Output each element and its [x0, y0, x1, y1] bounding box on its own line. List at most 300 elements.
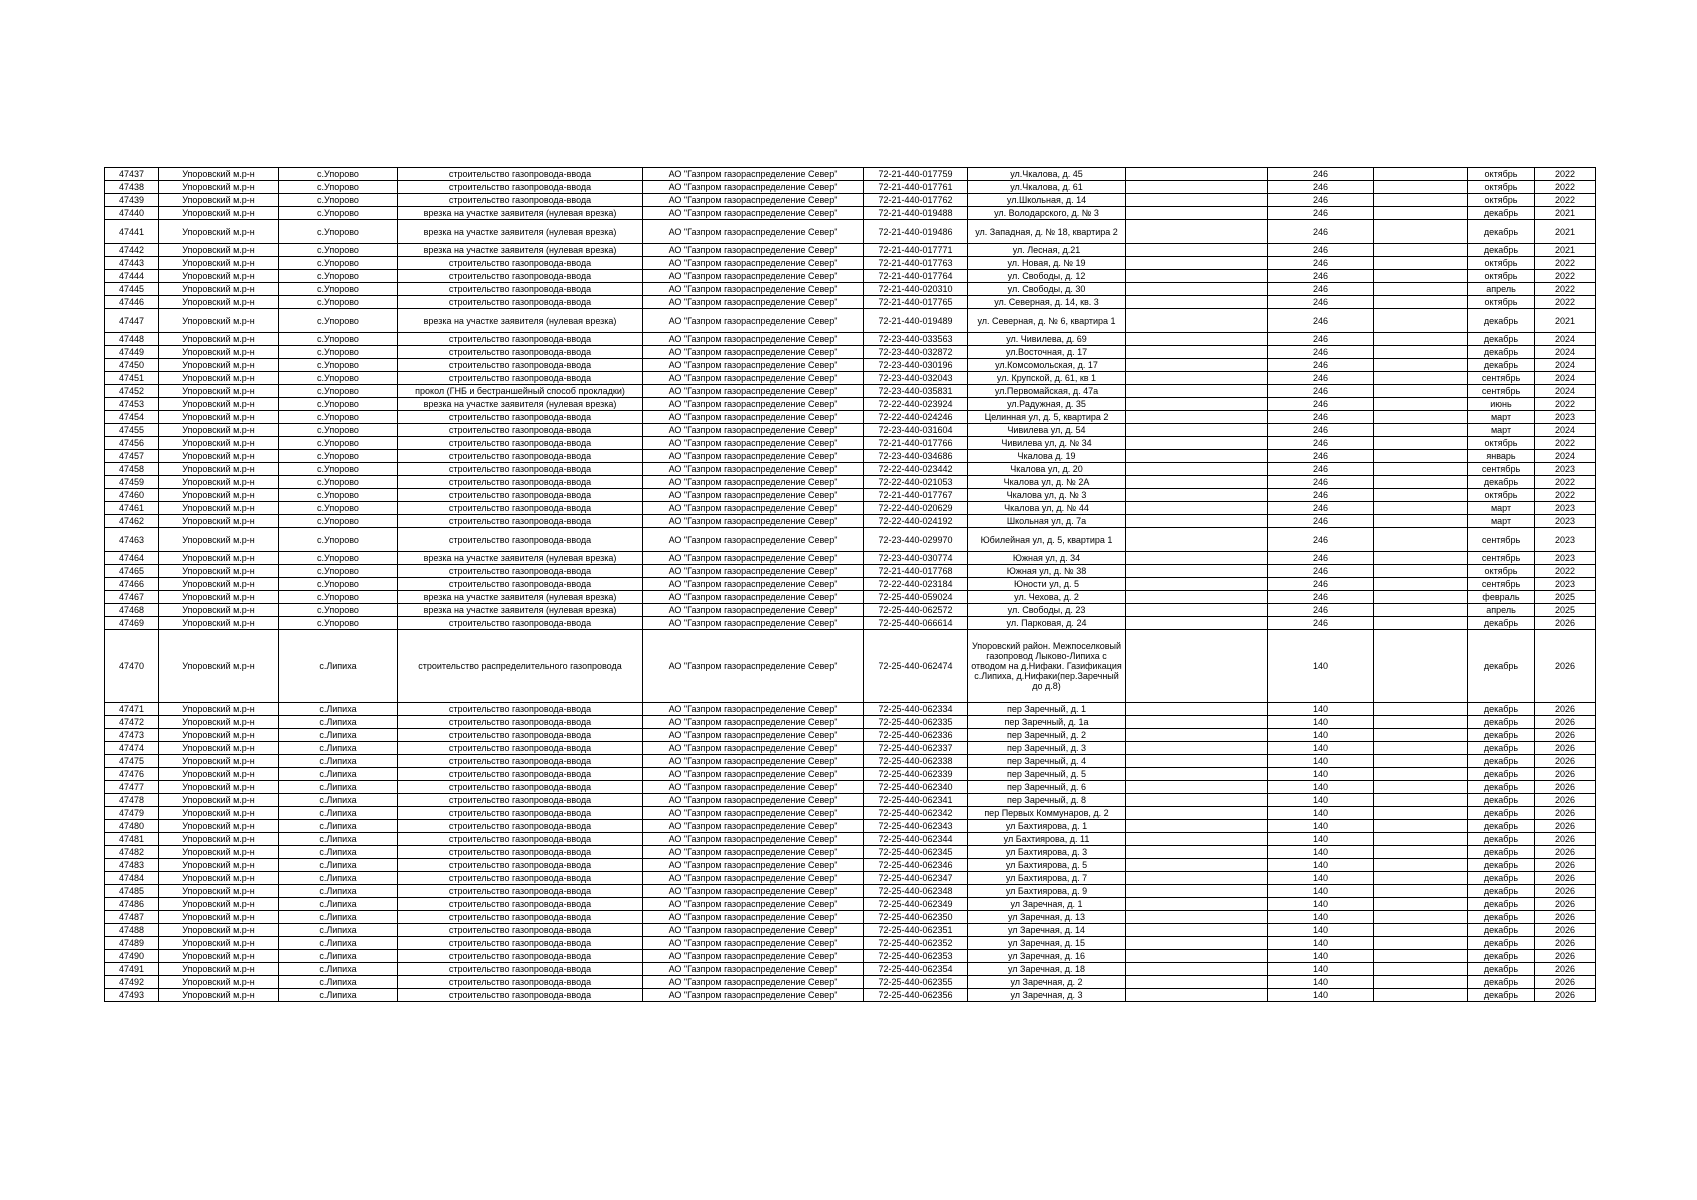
cell-empty-column-b [1374, 296, 1468, 309]
cell-settlement: с.Липиха [279, 716, 398, 729]
table-row [105, 552, 1596, 565]
cell-work-type: строительство газопровода-ввода [398, 781, 643, 794]
cell-organization: АО "Газпром газораспределение Север" [643, 333, 864, 346]
cell-organization: АО "Газпром газораспределение Север" [643, 578, 864, 591]
cell-work-type: строительство газопровода-ввода [398, 742, 643, 755]
cell-settlement: с.Упорово [279, 411, 398, 424]
cell-capacity: 140 [1268, 976, 1374, 989]
cell-year: 2026 [1535, 794, 1596, 807]
cell-month: сентябрь [1468, 578, 1535, 591]
cell-address: ул. Новая, д. № 19 [968, 257, 1126, 270]
cell-settlement: с.Липиха [279, 937, 398, 950]
cell-empty-column-a [1126, 515, 1268, 528]
cell-row-number: 47483 [105, 859, 159, 872]
cell-address: ул Заречная, д. 14 [968, 924, 1126, 937]
table-row [105, 489, 1596, 502]
cell-empty-column-b [1374, 411, 1468, 424]
cell-month: декабрь [1468, 309, 1535, 333]
cell-empty-column-a [1126, 846, 1268, 859]
cell-month: декабрь [1468, 794, 1535, 807]
cell-empty-column-a [1126, 872, 1268, 885]
cell-row-number: 47460 [105, 489, 159, 502]
cell-row-number: 47450 [105, 359, 159, 372]
table-row [105, 372, 1596, 385]
cell-capacity: 246 [1268, 398, 1374, 411]
cell-row-number: 47478 [105, 794, 159, 807]
cell-empty-column-a [1126, 385, 1268, 398]
cell-organization: АО "Газпром газораспределение Север" [643, 617, 864, 630]
cell-empty-column-b [1374, 502, 1468, 515]
cell-work-type: врезка на участке заявителя (нулевая врезка) [398, 309, 643, 333]
cell-address: ул.Радужная, д. 35 [968, 398, 1126, 411]
cell-year: 2022 [1535, 565, 1596, 578]
cell-request-number: 72-25-440-062344 [864, 833, 968, 846]
cell-row-number: 47438 [105, 181, 159, 194]
cell-request-number: 72-22-440-023924 [864, 398, 968, 411]
cell-row-number: 47487 [105, 911, 159, 924]
cell-empty-column-a [1126, 833, 1268, 846]
cell-empty-column-b [1374, 859, 1468, 872]
cell-empty-column-b [1374, 755, 1468, 768]
cell-municipal-district: Упоровский м.р-н [159, 309, 279, 333]
cell-empty-column-a [1126, 807, 1268, 820]
cell-year: 2022 [1535, 437, 1596, 450]
cell-capacity: 246 [1268, 502, 1374, 515]
table-row [105, 911, 1596, 924]
table-row [105, 742, 1596, 755]
cell-capacity: 246 [1268, 489, 1374, 502]
cell-work-type: строительство газопровода-ввода [398, 270, 643, 283]
cell-work-type: строительство газопровода-ввода [398, 963, 643, 976]
cell-settlement: с.Липиха [279, 630, 398, 703]
cell-capacity: 140 [1268, 630, 1374, 703]
cell-address: ул Заречная, д. 3 [968, 989, 1126, 1002]
cell-municipal-district: Упоровский м.р-н [159, 528, 279, 552]
cell-organization: АО "Газпром газораспределение Север" [643, 846, 864, 859]
cell-row-number: 47485 [105, 885, 159, 898]
cell-empty-column-b [1374, 924, 1468, 937]
table-row [105, 820, 1596, 833]
cell-municipal-district: Упоровский м.р-н [159, 729, 279, 742]
cell-request-number: 72-22-440-023442 [864, 463, 968, 476]
cell-month: декабрь [1468, 755, 1535, 768]
cell-year: 2026 [1535, 807, 1596, 820]
cell-row-number: 47442 [105, 244, 159, 257]
cell-year: 2023 [1535, 515, 1596, 528]
cell-year: 2026 [1535, 729, 1596, 742]
cell-empty-column-b [1374, 385, 1468, 398]
cell-month: март [1468, 411, 1535, 424]
cell-empty-column-b [1374, 591, 1468, 604]
cell-work-type: строительство газопровода-ввода [398, 807, 643, 820]
cell-municipal-district: Упоровский м.р-н [159, 207, 279, 220]
cell-organization: АО "Газпром газораспределение Север" [643, 270, 864, 283]
cell-empty-column-b [1374, 565, 1468, 578]
cell-settlement: с.Упорово [279, 244, 398, 257]
cell-empty-column-a [1126, 617, 1268, 630]
cell-year: 2024 [1535, 372, 1596, 385]
cell-empty-column-a [1126, 989, 1268, 1002]
cell-request-number: 72-22-440-023184 [864, 578, 968, 591]
cell-row-number: 47464 [105, 552, 159, 565]
cell-address: Чкалова ул, д. № 3 [968, 489, 1126, 502]
cell-request-number: 72-25-440-062349 [864, 898, 968, 911]
cell-request-number: 72-25-440-062345 [864, 846, 968, 859]
cell-work-type: строительство газопровода-ввода [398, 578, 643, 591]
cell-request-number: 72-25-440-062343 [864, 820, 968, 833]
cell-municipal-district: Упоровский м.р-н [159, 781, 279, 794]
cell-year: 2022 [1535, 181, 1596, 194]
cell-row-number: 47452 [105, 385, 159, 398]
cell-capacity: 246 [1268, 411, 1374, 424]
cell-month: октябрь [1468, 437, 1535, 450]
cell-month: декабрь [1468, 846, 1535, 859]
cell-empty-column-b [1374, 424, 1468, 437]
cell-row-number: 47471 [105, 703, 159, 716]
cell-request-number: 72-25-440-062348 [864, 885, 968, 898]
cell-settlement: с.Упорово [279, 489, 398, 502]
cell-row-number: 47466 [105, 578, 159, 591]
cell-settlement: с.Упорово [279, 270, 398, 283]
cell-empty-column-b [1374, 630, 1468, 703]
cell-month: декабрь [1468, 807, 1535, 820]
cell-municipal-district: Упоровский м.р-н [159, 296, 279, 309]
table-row [105, 283, 1596, 296]
cell-month: декабрь [1468, 207, 1535, 220]
cell-capacity: 140 [1268, 703, 1374, 716]
table-row [105, 450, 1596, 463]
table-row [105, 963, 1596, 976]
cell-request-number: 72-25-440-062339 [864, 768, 968, 781]
cell-work-type: врезка на участке заявителя (нулевая врезка) [398, 552, 643, 565]
cell-empty-column-a [1126, 257, 1268, 270]
cell-municipal-district: Упоровский м.р-н [159, 385, 279, 398]
cell-month: октябрь [1468, 565, 1535, 578]
cell-row-number: 47446 [105, 296, 159, 309]
cell-empty-column-b [1374, 833, 1468, 846]
cell-month: октябрь [1468, 270, 1535, 283]
cell-organization: АО "Газпром газораспределение Север" [643, 781, 864, 794]
cell-empty-column-b [1374, 794, 1468, 807]
cell-work-type: строительство газопровода-ввода [398, 346, 643, 359]
cell-row-number: 47463 [105, 528, 159, 552]
cell-organization: АО "Газпром газораспределение Север" [643, 207, 864, 220]
cell-empty-column-b [1374, 716, 1468, 729]
cell-settlement: с.Липиха [279, 872, 398, 885]
cell-capacity: 246 [1268, 194, 1374, 207]
cell-month: февраль [1468, 591, 1535, 604]
cell-empty-column-b [1374, 463, 1468, 476]
cell-year: 2023 [1535, 552, 1596, 565]
cell-address: ул. Северная, д. 14, кв. 3 [968, 296, 1126, 309]
cell-work-type: строительство газопровода-ввода [398, 463, 643, 476]
cell-address: пер Заречный, д. 1 [968, 703, 1126, 716]
cell-month: сентябрь [1468, 463, 1535, 476]
cell-year: 2026 [1535, 976, 1596, 989]
cell-month: декабрь [1468, 244, 1535, 257]
cell-request-number: 72-25-440-062342 [864, 807, 968, 820]
cell-organization: АО "Газпром газораспределение Север" [643, 528, 864, 552]
cell-municipal-district: Упоровский м.р-н [159, 807, 279, 820]
cell-capacity: 140 [1268, 950, 1374, 963]
table-row [105, 398, 1596, 411]
cell-work-type: строительство газопровода-ввода [398, 729, 643, 742]
cell-work-type: строительство газопровода-ввода [398, 617, 643, 630]
cell-row-number: 47462 [105, 515, 159, 528]
cell-settlement: с.Липиха [279, 807, 398, 820]
cell-capacity: 140 [1268, 781, 1374, 794]
cell-row-number: 47453 [105, 398, 159, 411]
cell-organization: АО "Газпром газораспределение Север" [643, 181, 864, 194]
cell-organization: АО "Газпром газораспределение Север" [643, 502, 864, 515]
cell-year: 2026 [1535, 924, 1596, 937]
cell-work-type: строительство газопровода-ввода [398, 872, 643, 885]
cell-empty-column-b [1374, 578, 1468, 591]
cell-request-number: 72-25-440-062341 [864, 794, 968, 807]
cell-municipal-district: Упоровский м.р-н [159, 924, 279, 937]
cell-settlement: с.Упорово [279, 309, 398, 333]
cell-empty-column-a [1126, 528, 1268, 552]
cell-month: октябрь [1468, 489, 1535, 502]
cell-municipal-district: Упоровский м.р-н [159, 911, 279, 924]
cell-empty-column-a [1126, 168, 1268, 181]
cell-empty-column-b [1374, 398, 1468, 411]
cell-municipal-district: Упоровский м.р-н [159, 411, 279, 424]
cell-address: Южная ул, д. 34 [968, 552, 1126, 565]
cell-settlement: с.Липиха [279, 833, 398, 846]
cell-request-number: 72-23-440-034686 [864, 450, 968, 463]
cell-row-number: 47449 [105, 346, 159, 359]
cell-organization: АО "Газпром газораспределение Север" [643, 591, 864, 604]
cell-year: 2024 [1535, 359, 1596, 372]
cell-capacity: 246 [1268, 463, 1374, 476]
cell-municipal-district: Упоровский м.р-н [159, 846, 279, 859]
cell-capacity: 246 [1268, 207, 1374, 220]
table-row [105, 194, 1596, 207]
cell-empty-column-b [1374, 768, 1468, 781]
cell-empty-column-a [1126, 924, 1268, 937]
cell-month: декабрь [1468, 630, 1535, 703]
cell-empty-column-a [1126, 296, 1268, 309]
table-row [105, 898, 1596, 911]
cell-municipal-district: Упоровский м.р-н [159, 885, 279, 898]
cell-row-number: 47439 [105, 194, 159, 207]
cell-empty-column-a [1126, 703, 1268, 716]
cell-empty-column-a [1126, 372, 1268, 385]
cell-empty-column-a [1126, 911, 1268, 924]
cell-empty-column-a [1126, 333, 1268, 346]
cell-organization: АО "Газпром газораспределение Север" [643, 989, 864, 1002]
cell-request-number: 72-21-440-017761 [864, 181, 968, 194]
cell-settlement: с.Упорово [279, 552, 398, 565]
cell-organization: АО "Газпром газораспределение Север" [643, 398, 864, 411]
cell-settlement: с.Упорово [279, 528, 398, 552]
cell-capacity: 140 [1268, 911, 1374, 924]
cell-month: апрель [1468, 604, 1535, 617]
cell-capacity: 140 [1268, 963, 1374, 976]
cell-month: октябрь [1468, 257, 1535, 270]
cell-month: январь [1468, 450, 1535, 463]
cell-municipal-district: Упоровский м.р-н [159, 359, 279, 372]
cell-row-number: 47486 [105, 898, 159, 911]
cell-month: сентябрь [1468, 385, 1535, 398]
cell-municipal-district: Упоровский м.р-н [159, 515, 279, 528]
cell-organization: АО "Газпром газораспределение Север" [643, 283, 864, 296]
cell-address: пер Заречный, д. 5 [968, 768, 1126, 781]
cell-capacity: 246 [1268, 168, 1374, 181]
cell-capacity: 246 [1268, 604, 1374, 617]
cell-row-number: 47465 [105, 565, 159, 578]
cell-work-type: строительство газопровода-ввода [398, 716, 643, 729]
cell-month: декабрь [1468, 950, 1535, 963]
cell-row-number: 47469 [105, 617, 159, 630]
cell-municipal-district: Упоровский м.р-н [159, 989, 279, 1002]
cell-municipal-district: Упоровский м.р-н [159, 976, 279, 989]
cell-empty-column-b [1374, 885, 1468, 898]
cell-empty-column-a [1126, 781, 1268, 794]
cell-empty-column-b [1374, 950, 1468, 963]
cell-municipal-district: Упоровский м.р-н [159, 591, 279, 604]
cell-organization: АО "Газпром газораспределение Север" [643, 372, 864, 385]
cell-row-number: 47491 [105, 963, 159, 976]
cell-address: ул Бахтиярова, д. 7 [968, 872, 1126, 885]
cell-work-type: строительство газопровода-ввода [398, 989, 643, 1002]
cell-work-type: строительство газопровода-ввода [398, 794, 643, 807]
cell-month: декабрь [1468, 346, 1535, 359]
cell-empty-column-a [1126, 450, 1268, 463]
cell-year: 2024 [1535, 346, 1596, 359]
cell-address: ул Бахтиярова, д. 5 [968, 859, 1126, 872]
cell-year: 2023 [1535, 411, 1596, 424]
cell-organization: АО "Газпром газораспределение Север" [643, 872, 864, 885]
cell-request-number: 72-21-440-017763 [864, 257, 968, 270]
cell-capacity: 140 [1268, 872, 1374, 885]
cell-request-number: 72-22-440-020629 [864, 502, 968, 515]
cell-year: 2026 [1535, 755, 1596, 768]
cell-empty-column-b [1374, 937, 1468, 950]
cell-address: Чкалова д. 19 [968, 450, 1126, 463]
cell-address: Чкалова ул, д. № 2А [968, 476, 1126, 489]
cell-organization: АО "Газпром газораспределение Север" [643, 807, 864, 820]
cell-organization: АО "Газпром газораспределение Север" [643, 716, 864, 729]
cell-empty-column-a [1126, 768, 1268, 781]
cell-row-number: 47440 [105, 207, 159, 220]
cell-year: 2025 [1535, 591, 1596, 604]
cell-work-type: строительство газопровода-ввода [398, 194, 643, 207]
cell-address: Юбилейная ул, д. 5, квартира 1 [968, 528, 1126, 552]
cell-request-number: 72-21-440-017768 [864, 565, 968, 578]
cell-row-number: 47456 [105, 437, 159, 450]
cell-organization: АО "Газпром газораспределение Север" [643, 924, 864, 937]
cell-empty-column-a [1126, 820, 1268, 833]
cell-organization: АО "Газпром газораспределение Север" [643, 476, 864, 489]
table-row [105, 385, 1596, 398]
cell-empty-column-a [1126, 463, 1268, 476]
cell-empty-column-b [1374, 846, 1468, 859]
cell-request-number: 72-25-440-062337 [864, 742, 968, 755]
cell-municipal-district: Упоровский м.р-н [159, 898, 279, 911]
cell-municipal-district: Упоровский м.р-н [159, 244, 279, 257]
cell-year: 2022 [1535, 257, 1596, 270]
table-row [105, 846, 1596, 859]
cell-request-number: 72-22-440-021053 [864, 476, 968, 489]
cell-empty-column-a [1126, 207, 1268, 220]
cell-request-number: 72-25-440-062352 [864, 937, 968, 950]
cell-settlement: с.Упорово [279, 220, 398, 244]
cell-empty-column-a [1126, 565, 1268, 578]
data-table [104, 167, 1596, 1002]
table-row [105, 729, 1596, 742]
cell-empty-column-b [1374, 244, 1468, 257]
table-row [105, 937, 1596, 950]
cell-empty-column-a [1126, 502, 1268, 515]
cell-empty-column-b [1374, 309, 1468, 333]
cell-empty-column-b [1374, 220, 1468, 244]
cell-address: Чкалова ул, д. 20 [968, 463, 1126, 476]
table-row [105, 346, 1596, 359]
cell-work-type: строительство газопровода-ввода [398, 703, 643, 716]
cell-request-number: 72-25-440-066614 [864, 617, 968, 630]
cell-address: ул Заречная, д. 16 [968, 950, 1126, 963]
cell-empty-column-a [1126, 742, 1268, 755]
table-row [105, 257, 1596, 270]
cell-address: ул Бахтиярова, д. 11 [968, 833, 1126, 846]
cell-empty-column-a [1126, 755, 1268, 768]
cell-year: 2024 [1535, 385, 1596, 398]
cell-request-number: 72-23-440-029970 [864, 528, 968, 552]
cell-settlement: с.Упорово [279, 372, 398, 385]
cell-row-number: 47448 [105, 333, 159, 346]
cell-address: ул. Крупской, д. 61, кв 1 [968, 372, 1126, 385]
cell-municipal-district: Упоровский м.р-н [159, 630, 279, 703]
cell-row-number: 47480 [105, 820, 159, 833]
cell-year: 2021 [1535, 207, 1596, 220]
cell-capacity: 140 [1268, 885, 1374, 898]
table-row [105, 885, 1596, 898]
cell-capacity: 140 [1268, 820, 1374, 833]
cell-settlement: с.Липиха [279, 859, 398, 872]
table-row [105, 515, 1596, 528]
cell-month: декабрь [1468, 742, 1535, 755]
cell-organization: АО "Газпром газораспределение Север" [643, 963, 864, 976]
cell-work-type: строительство газопровода-ввода [398, 181, 643, 194]
cell-empty-column-a [1126, 552, 1268, 565]
table-row [105, 220, 1596, 244]
table-row [105, 950, 1596, 963]
cell-work-type: строительство газопровода-ввода [398, 424, 643, 437]
cell-address: пер Заречный, д. 3 [968, 742, 1126, 755]
cell-address: ул.Комсомольская, д. 17 [968, 359, 1126, 372]
cell-month: декабрь [1468, 476, 1535, 489]
cell-request-number: 72-25-440-062347 [864, 872, 968, 885]
cell-address: ул.Чкалова, д. 61 [968, 181, 1126, 194]
cell-organization: АО "Газпром газораспределение Север" [643, 729, 864, 742]
cell-row-number: 47451 [105, 372, 159, 385]
table-row [105, 463, 1596, 476]
cell-organization: АО "Газпром газораспределение Север" [643, 309, 864, 333]
cell-address: пер Заречный, д. 8 [968, 794, 1126, 807]
cell-settlement: с.Упорово [279, 463, 398, 476]
cell-capacity: 140 [1268, 794, 1374, 807]
cell-year: 2022 [1535, 489, 1596, 502]
cell-year: 2024 [1535, 450, 1596, 463]
cell-settlement: с.Упорово [279, 476, 398, 489]
cell-request-number: 72-23-440-030774 [864, 552, 968, 565]
cell-empty-column-a [1126, 963, 1268, 976]
cell-year: 2026 [1535, 950, 1596, 963]
cell-empty-column-b [1374, 617, 1468, 630]
cell-municipal-district: Упоровский м.р-н [159, 703, 279, 716]
